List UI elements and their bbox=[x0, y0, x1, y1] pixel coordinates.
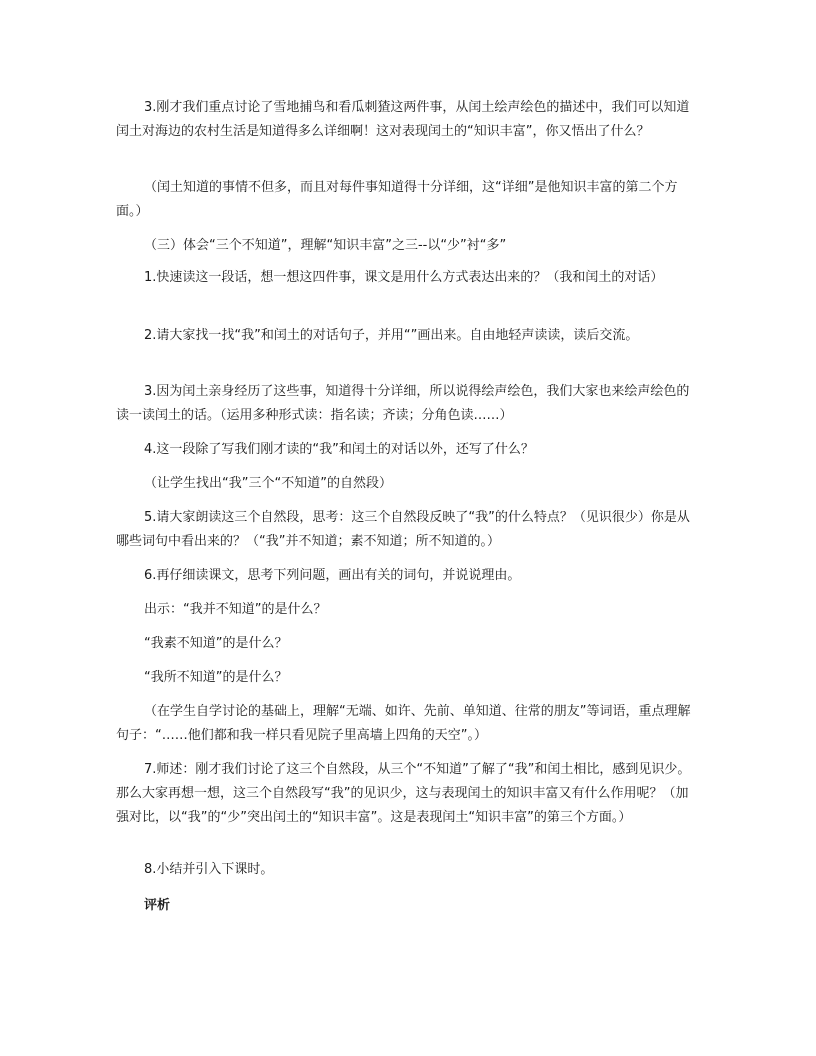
commentary-heading: 评析 bbox=[144, 898, 171, 913]
paragraph-show-3: “我所不知道”的是什么？ bbox=[144, 670, 288, 685]
paragraph-show-2: “我素不知道”的是什么？ bbox=[144, 636, 288, 651]
paragraph-step-4-note: （让学生找出“我”三个“不知道”的自然段） bbox=[144, 476, 392, 491]
paragraph-step-2: 2.请大家找一找“我”和闰土的对话句子，并用“”画出来。自由地轻声读读，读后交流。 bbox=[144, 328, 639, 343]
paragraph-step-5: 5.请大家朗读这三个自然段，思考：这三个自然段反映了“我”的什么特点？（见识很少）你是从哪些词句中看出来的？（“我”并不知道；素不知道；所不知道的。） bbox=[116, 510, 690, 549]
paragraph-answer-detail: （闰土知道的事情不但多，而且对每件事知道得十分详细，这“详细”是他知识丰富的第二个方面。） bbox=[116, 180, 678, 219]
paragraph-step-3: 3.因为闰土亲身经历了这些事，知道得十分详细，所以说得绘声绘色，我们大家也来绘声绘色的读一读闰土的话。（运用多种形式读：指名读；齐读；分角色读……） bbox=[116, 384, 690, 423]
paragraph-step-1: 1.快速读这一段话，想一想这四件事，课文是用什么方式表达出来的？（我和闰土的对话） bbox=[144, 270, 664, 285]
paragraph-step-7: 7.师述：刚才我们讨论了这三个自然段，从三个“不知道”了解了“我”和闰土相比，感到见识少。那么大家再想一想，这三个自然段写“我”的见识少，这与表现闰土的知识丰富又有什么作用呢？（加强对比，以“我”的“少”突出闰土的“知识丰富”。这是表现闰土“知识丰富”的第三个方面。） bbox=[116, 762, 691, 825]
paragraph-show-1: 出示：“我并不知道”的是什么？ bbox=[144, 602, 327, 617]
paragraph-3: 3.刚才我们重点讨论了雪地捕鸟和看瓜刺猹这两件事，从闰土绘声绘色的描述中，我们可以知道闰土对海边的农村生活是知道得多么详细啊！这对表现闰土的“知识丰富”，你又悟出了什么？ bbox=[116, 100, 690, 139]
paragraph-step-8: 8.小结并引入下课时。 bbox=[144, 862, 274, 877]
paragraph-step-6: 6.再仔细读课文，思考下列问题，画出有关的词句，并说说理由。 bbox=[144, 568, 521, 583]
paragraph-discussion-note: （在学生自学讨论的基础上，理解“无端、如许、先前、单知道、往常的朋友”等词语，重点理解句子：“……他们都和我一样只看见院子里高墙上四角的天空”。） bbox=[116, 704, 691, 743]
paragraph-step-4: 4.这一段除了写我们刚才读的“我”和闰土的对话以外，还写了什么？ bbox=[144, 442, 534, 457]
section-heading-three: （三）体会“三个不知道”，理解“知识丰富”之三--以“少”衬“多” bbox=[144, 238, 507, 253]
